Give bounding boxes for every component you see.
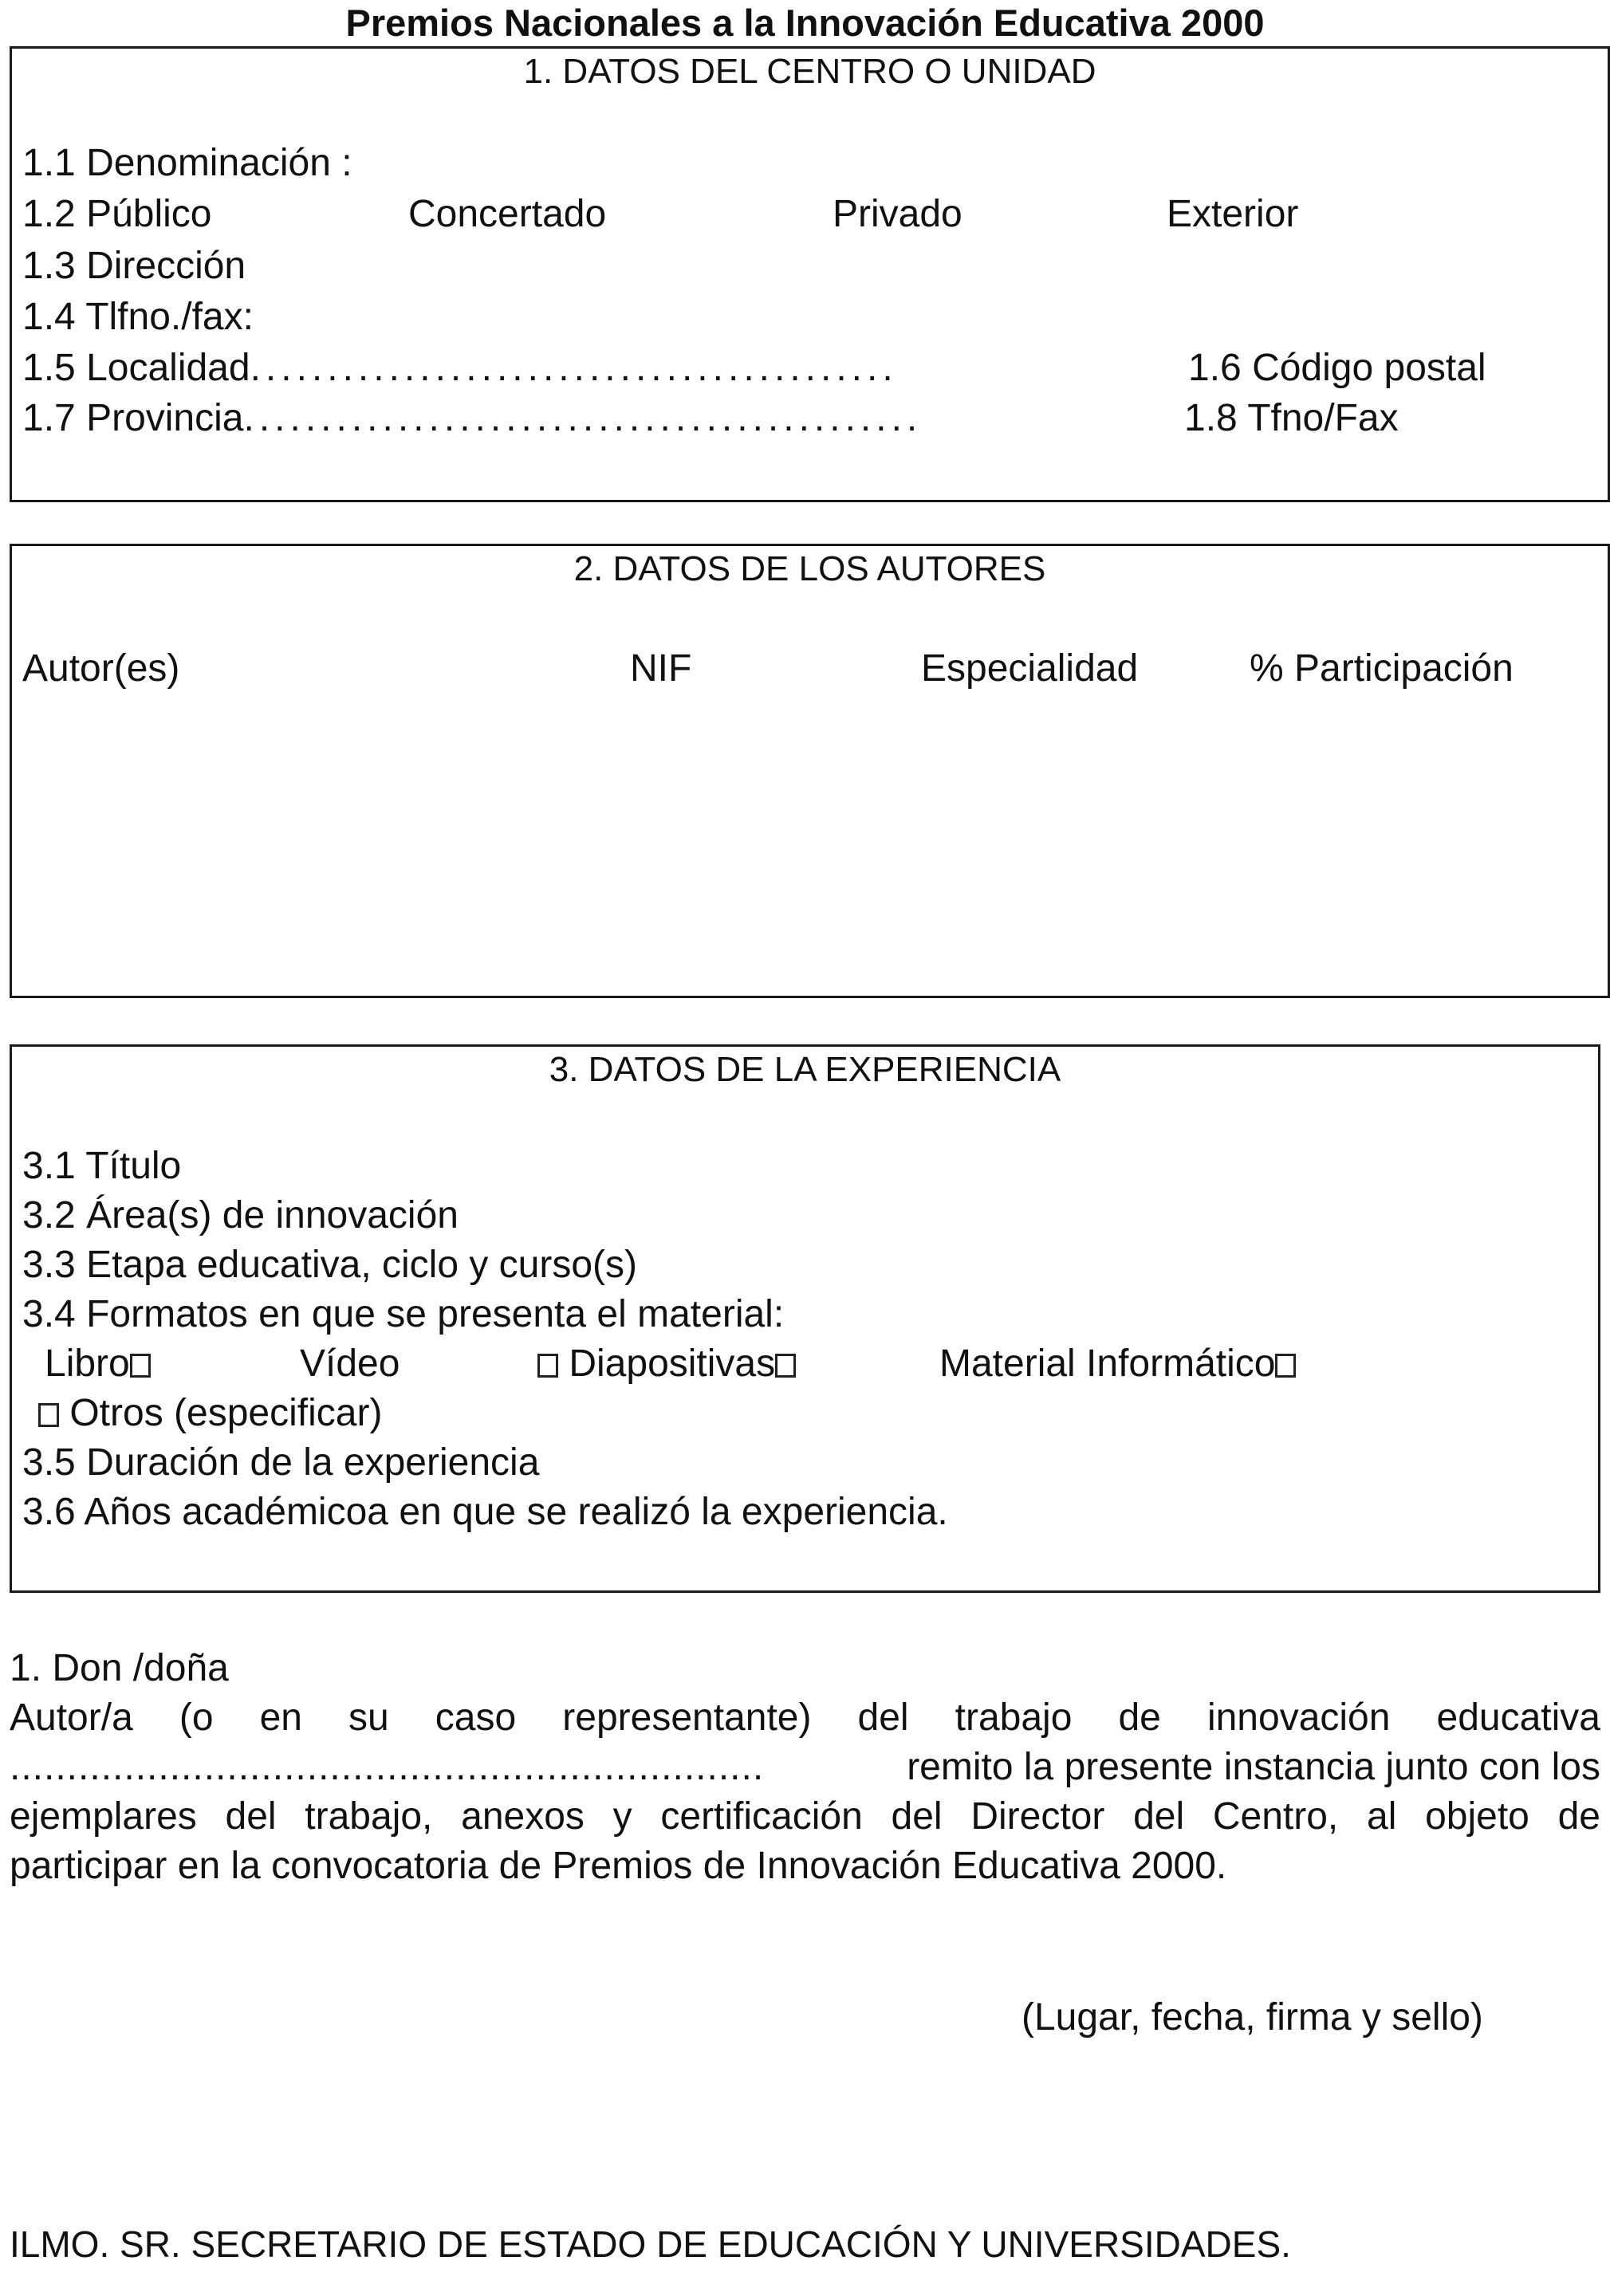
otros-label: Otros (especificar) xyxy=(69,1392,383,1434)
section-autores xyxy=(10,544,1610,998)
autores-column-header: Autor(es) xyxy=(22,647,180,690)
privado-option[interactable]: Privado xyxy=(833,193,962,235)
tfno-fax-field[interactable]: 1.8 Tfno/Fax xyxy=(1184,397,1399,439)
concertado-option[interactable]: Concertado xyxy=(408,193,607,235)
section-autores-heading: 2. DATOS DE LOS AUTORES xyxy=(573,549,1046,588)
declaration-line-2-text: remito la presente instancia junto con los xyxy=(907,1746,1600,1788)
localidad-label: 1.5 Localidad xyxy=(22,347,250,389)
provincia-label: 1.7 Provincia xyxy=(22,397,244,439)
otros-option[interactable] xyxy=(38,1391,382,1436)
nif-column-header: NIF xyxy=(630,647,692,690)
otros-checkbox[interactable] xyxy=(38,1403,59,1427)
formatos-label: 3.4 Formatos en que se presenta el material: xyxy=(22,1293,785,1335)
declaration-line-3: ejemplares del trabajo, anexos y certificación del Director del Centro, al objeto de xyxy=(10,1795,1600,1838)
diapositivas-checkbox[interactable] xyxy=(775,1354,796,1378)
participacion-column-header: % Participación xyxy=(1250,647,1514,690)
declaration-line-2 xyxy=(10,1743,1600,1792)
material-informatico-label: Material Informático xyxy=(939,1343,1276,1385)
exterior-option[interactable]: Exterior xyxy=(1167,193,1299,235)
especialidad-column-header: Especialidad xyxy=(921,647,1139,690)
trabajo-dots[interactable]: .................................................................. xyxy=(10,1746,765,1788)
denominacion-field[interactable]: 1.1 Denominación : xyxy=(22,142,352,184)
publico-option[interactable]: 1.2 Público xyxy=(22,193,212,235)
material-informatico-checkbox[interactable] xyxy=(1275,1354,1296,1378)
signature-placeholder: (Lugar, fecha, firma y sello) xyxy=(1022,1996,1483,2038)
localidad-field[interactable] xyxy=(22,346,898,391)
section-centro-heading: 1. DATOS DEL CENTRO O UNIDAD xyxy=(523,52,1096,91)
page-title: Premios Nacionales a la Innovación Educativa 2000 xyxy=(345,2,1265,44)
provincia-dots: ............................................ xyxy=(243,397,923,439)
duracion-field[interactable]: 3.5 Duración de la experiencia xyxy=(22,1441,540,1484)
titulo-field[interactable]: 3.1 Título xyxy=(22,1145,182,1187)
tlfno-fax-field[interactable]: 1.4 Tlfno./fax: xyxy=(22,296,254,338)
anos-field[interactable]: 3.6 Años académicoa en que se realizó la experiencia. xyxy=(22,1491,948,1533)
addressee: ILMO. SR. SECRETARIO DE ESTADO DE EDUCACIÓN Y UNIVERSIDADES. xyxy=(10,2223,1291,2265)
area-field[interactable]: 3.2 Área(s) de innovación xyxy=(22,1194,459,1236)
video-label: Vídeo xyxy=(300,1343,400,1385)
diapositivas-label: Diapositivas xyxy=(569,1343,776,1385)
codigo-postal-field[interactable]: 1.6 Código postal xyxy=(1188,347,1486,389)
libro-checkbox[interactable] xyxy=(130,1354,151,1378)
material-informatico-option[interactable] xyxy=(939,1342,1296,1386)
etapa-field[interactable]: 3.3 Etapa educativa, ciclo y curso(s) xyxy=(22,1244,638,1286)
video-checkbox[interactable] xyxy=(537,1354,558,1378)
declaration-line-1: Autor/a (o en su caso representante) del trabajo de innovación educativa xyxy=(10,1696,1600,1739)
don-dona-field[interactable]: 1. Don /doña xyxy=(10,1647,229,1689)
direccion-field[interactable]: 1.3 Dirección xyxy=(22,245,246,287)
section-experiencia-heading: 3. DATOS DE LA EXPERIENCIA xyxy=(549,1050,1061,1089)
libro-label: Libro xyxy=(45,1343,130,1385)
diapositivas-option[interactable] xyxy=(537,1342,796,1386)
libro-option[interactable] xyxy=(45,1342,151,1386)
localidad-dots: .......................................... xyxy=(250,347,898,389)
provincia-field[interactable] xyxy=(22,396,922,441)
declaration-line-4: participar en la convocatoria de Premios de Innovación Educativa 2000. xyxy=(10,1845,1227,1887)
